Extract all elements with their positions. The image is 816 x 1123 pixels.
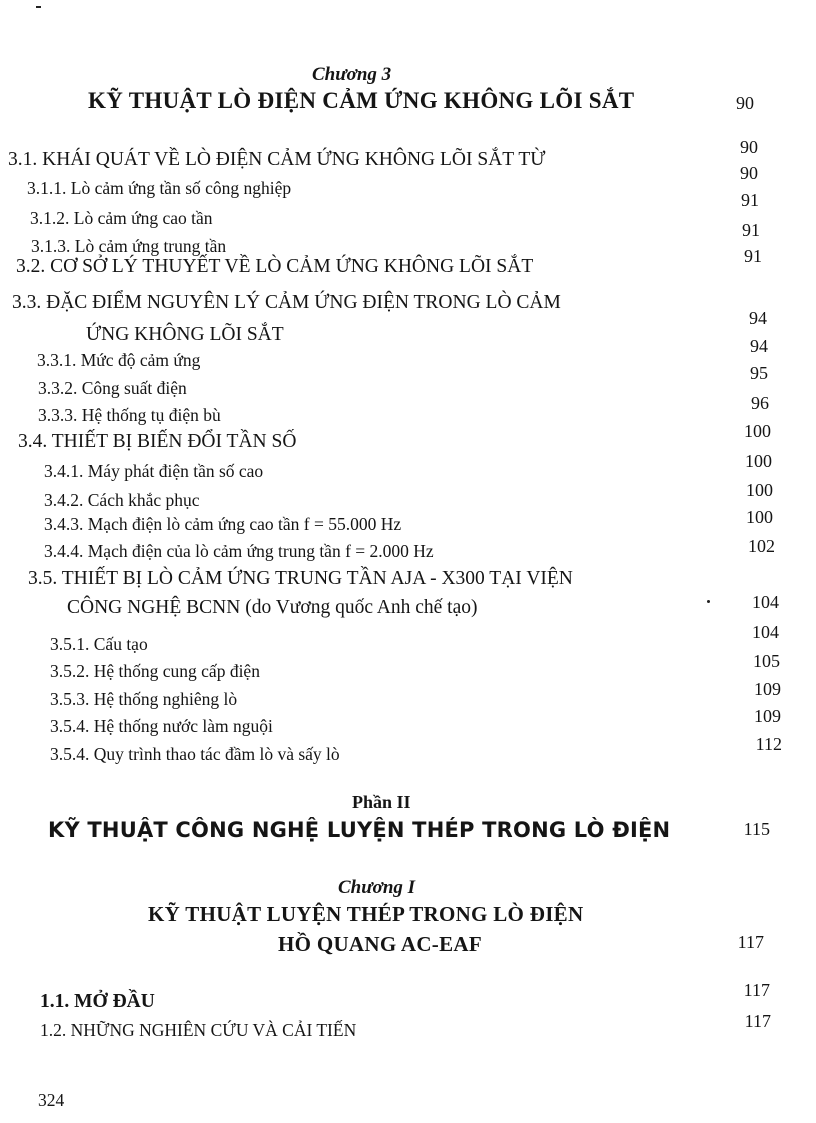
toc-entry-page: 95 xyxy=(750,363,768,383)
toc-entry-page: 91 xyxy=(741,190,759,210)
toc-entry-page: 102 xyxy=(748,536,775,556)
toc-entry-text: 3.5.4. Quy trình thao tác đầm lò và sấy lò xyxy=(50,744,340,764)
toc-entry-page: 117 xyxy=(744,1011,771,1031)
toc-entry-page: 94 xyxy=(750,336,768,356)
chapter1-page: 117 xyxy=(737,932,764,952)
toc-entry-text: 3.5.1. Cấu tạo xyxy=(50,634,148,654)
toc-entry-page: 100 xyxy=(746,507,773,527)
toc-entry-page: 91 xyxy=(744,246,762,266)
toc-entry-text: 3.3.3. Hệ thống tụ điện bù xyxy=(38,405,221,425)
toc-entry-text: 3.1.2. Lò cảm ứng cao tần xyxy=(30,208,213,228)
stray-dot xyxy=(707,600,710,603)
toc-entry-text: 3.5.4. Hệ thống nước làm nguội xyxy=(50,716,273,736)
toc-entry-page: 105 xyxy=(753,651,780,671)
toc-entry-text: 3.3.2. Công suất điện xyxy=(38,378,187,398)
part2-page: 115 xyxy=(743,819,770,839)
toc-entry-text-cont: ỨNG KHÔNG LÕI SẮT xyxy=(86,324,284,345)
part2-title: KỸ THUẬT CÔNG NGHỆ LUYỆN THÉP TRONG LÒ ĐIỆN xyxy=(48,818,671,842)
toc-entry-text: 3.5. THIẾT BỊ LÒ CẢM ỨNG TRUNG TẦN AJA - X300 TẠI VIỆN xyxy=(28,568,573,589)
toc-entry-text: 3.4.2. Cách khắc phục xyxy=(44,490,200,510)
toc-entry-page: 100 xyxy=(746,480,773,500)
chapter3-title: KỸ THUẬT LÒ ĐIỆN CẢM ỨNG KHÔNG LÕI SẮT xyxy=(88,88,635,113)
corner-mark xyxy=(36,6,41,8)
toc-entry-page: 96 xyxy=(751,393,769,413)
toc-entry-text: 3.4. THIẾT BỊ BIẾN ĐỔI TẦN SỐ xyxy=(18,431,297,452)
toc-entry-text: 3.5.3. Hệ thống nghiêng lò xyxy=(50,689,238,709)
toc-entry-text: 1.1. MỞ ĐẦU xyxy=(40,991,155,1012)
toc-entry-text: 3.3.1. Mức độ cảm ứng xyxy=(37,350,201,370)
toc-entry-text: 3.4.4. Mạch điện của lò cảm ứng trung tần f = 2.000 Hz xyxy=(44,541,434,561)
toc-entry-page: 104 xyxy=(752,622,779,642)
toc-entry-page: 117 xyxy=(743,980,770,1000)
toc-entry-page: 112 xyxy=(755,734,782,754)
footer-page-number: 324 xyxy=(38,1090,65,1110)
toc-entry-text: 3.5.2. Hệ thống cung cấp điện xyxy=(50,661,260,681)
part2-label: Phần II xyxy=(352,792,411,812)
toc-entry-page: 109 xyxy=(754,706,781,726)
chapter1-title-line2: HỒ QUANG AC-EAF xyxy=(278,932,482,956)
toc-entry-text: 3.1.1. Lò cảm ứng tần số công nghiệp xyxy=(27,178,292,198)
toc-entry-page: 90 xyxy=(740,163,758,183)
toc-entry-text: 3.4.3. Mạch điện lò cảm ứng cao tần f = 55.000 Hz xyxy=(44,514,402,534)
toc-entry-text: 3.3. ĐẶC ĐIỂM NGUYÊN LÝ CẢM ỨNG ĐIỆN TRONG LÒ CẢM xyxy=(12,292,561,313)
chapter1-label: Chương I xyxy=(338,877,416,898)
toc-entry-page: 94 xyxy=(749,308,767,328)
chapter3-label: Chương 3 xyxy=(312,64,392,85)
toc-entry-text: 3.1.3. Lò cảm ứng trung tần xyxy=(31,236,227,256)
toc-entry-page: 100 xyxy=(744,421,771,441)
chapter3-page: 90 xyxy=(736,93,754,113)
toc-entry-text: 3.2. CƠ SỞ LÝ THUYẾT VỀ LÒ CẢM ỨNG KHÔNG LÕI SẮT xyxy=(16,256,534,277)
toc-entry-page: 91 xyxy=(742,220,760,240)
toc-entry-page: 104 xyxy=(752,592,779,612)
toc-entry-page: 100 xyxy=(745,451,772,471)
toc-entry-text-cont: CÔNG NGHỆ BCNN (do Vương quốc Anh chế tạo) xyxy=(67,597,478,618)
toc-entry-page: 90 xyxy=(740,137,758,157)
toc-entry-page: 109 xyxy=(754,679,781,699)
toc-entry-text: 3.1. KHÁI QUÁT VỀ LÒ ĐIỆN CẢM ỨNG KHÔNG LÕI SẮT TỪ xyxy=(8,149,546,170)
toc-entry-text: 3.4.1. Máy phát điện tần số cao xyxy=(44,461,264,481)
toc-entry-text: 1.2. NHỮNG NGHIÊN CỨU VÀ CẢI TIẾN xyxy=(40,1020,357,1040)
chapter1-title-line1: KỸ THUẬT LUYỆN THÉP TRONG LÒ ĐIỆN xyxy=(148,902,584,926)
